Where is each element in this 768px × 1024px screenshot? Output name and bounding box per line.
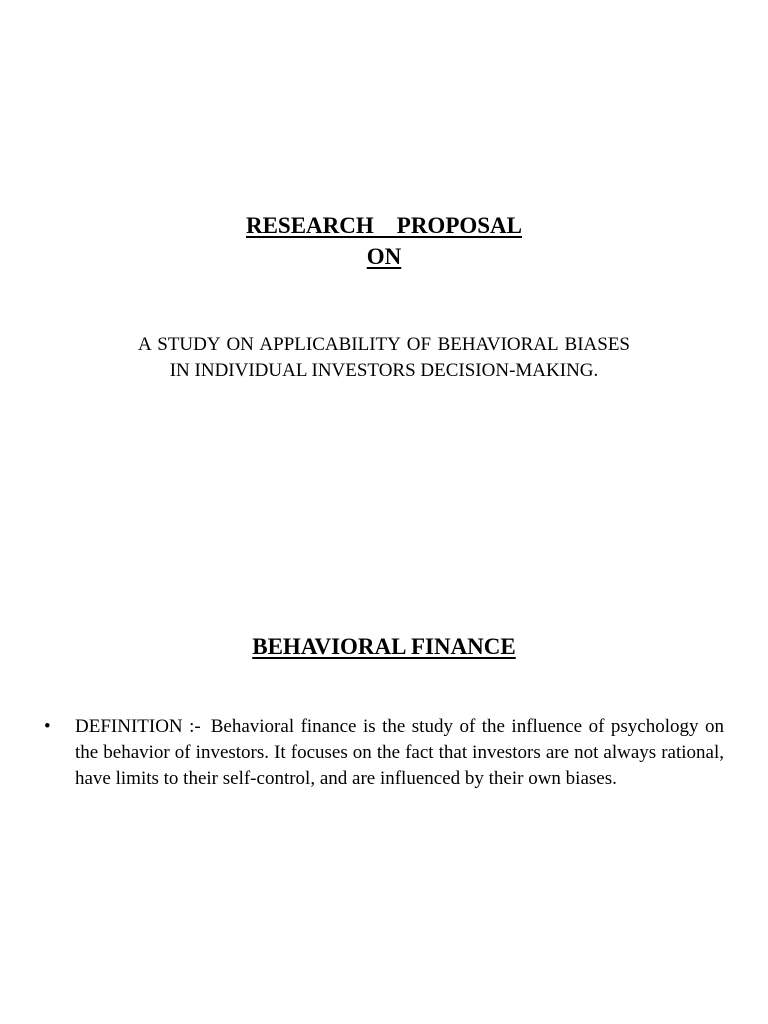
document-subtitle: A STUDY ON APPLICABILITY OF BEHAVIORAL BIASES IN INDIVIDUAL INVESTORS DECISION-MAKING.: [138, 334, 630, 381]
section-heading: BEHAVIORAL FINANCE: [252, 634, 516, 659]
definition-text: Behavioral finance is the study of the influence of psychology on the behavior of investors. It focuses on the fact that investors are not always rational, have limits to their self-control, and are influenced by their own biases.: [75, 716, 724, 789]
title-block: [0, 210, 768, 272]
bullet-icon: •: [44, 716, 51, 737]
document-title: RESEARCH PROPOSAL: [245, 213, 523, 238]
definition-label: DEFINITION :-: [75, 716, 201, 737]
list-item: [40, 714, 724, 792]
document-title-on: ON: [366, 244, 402, 269]
bullet-list: [40, 714, 724, 792]
